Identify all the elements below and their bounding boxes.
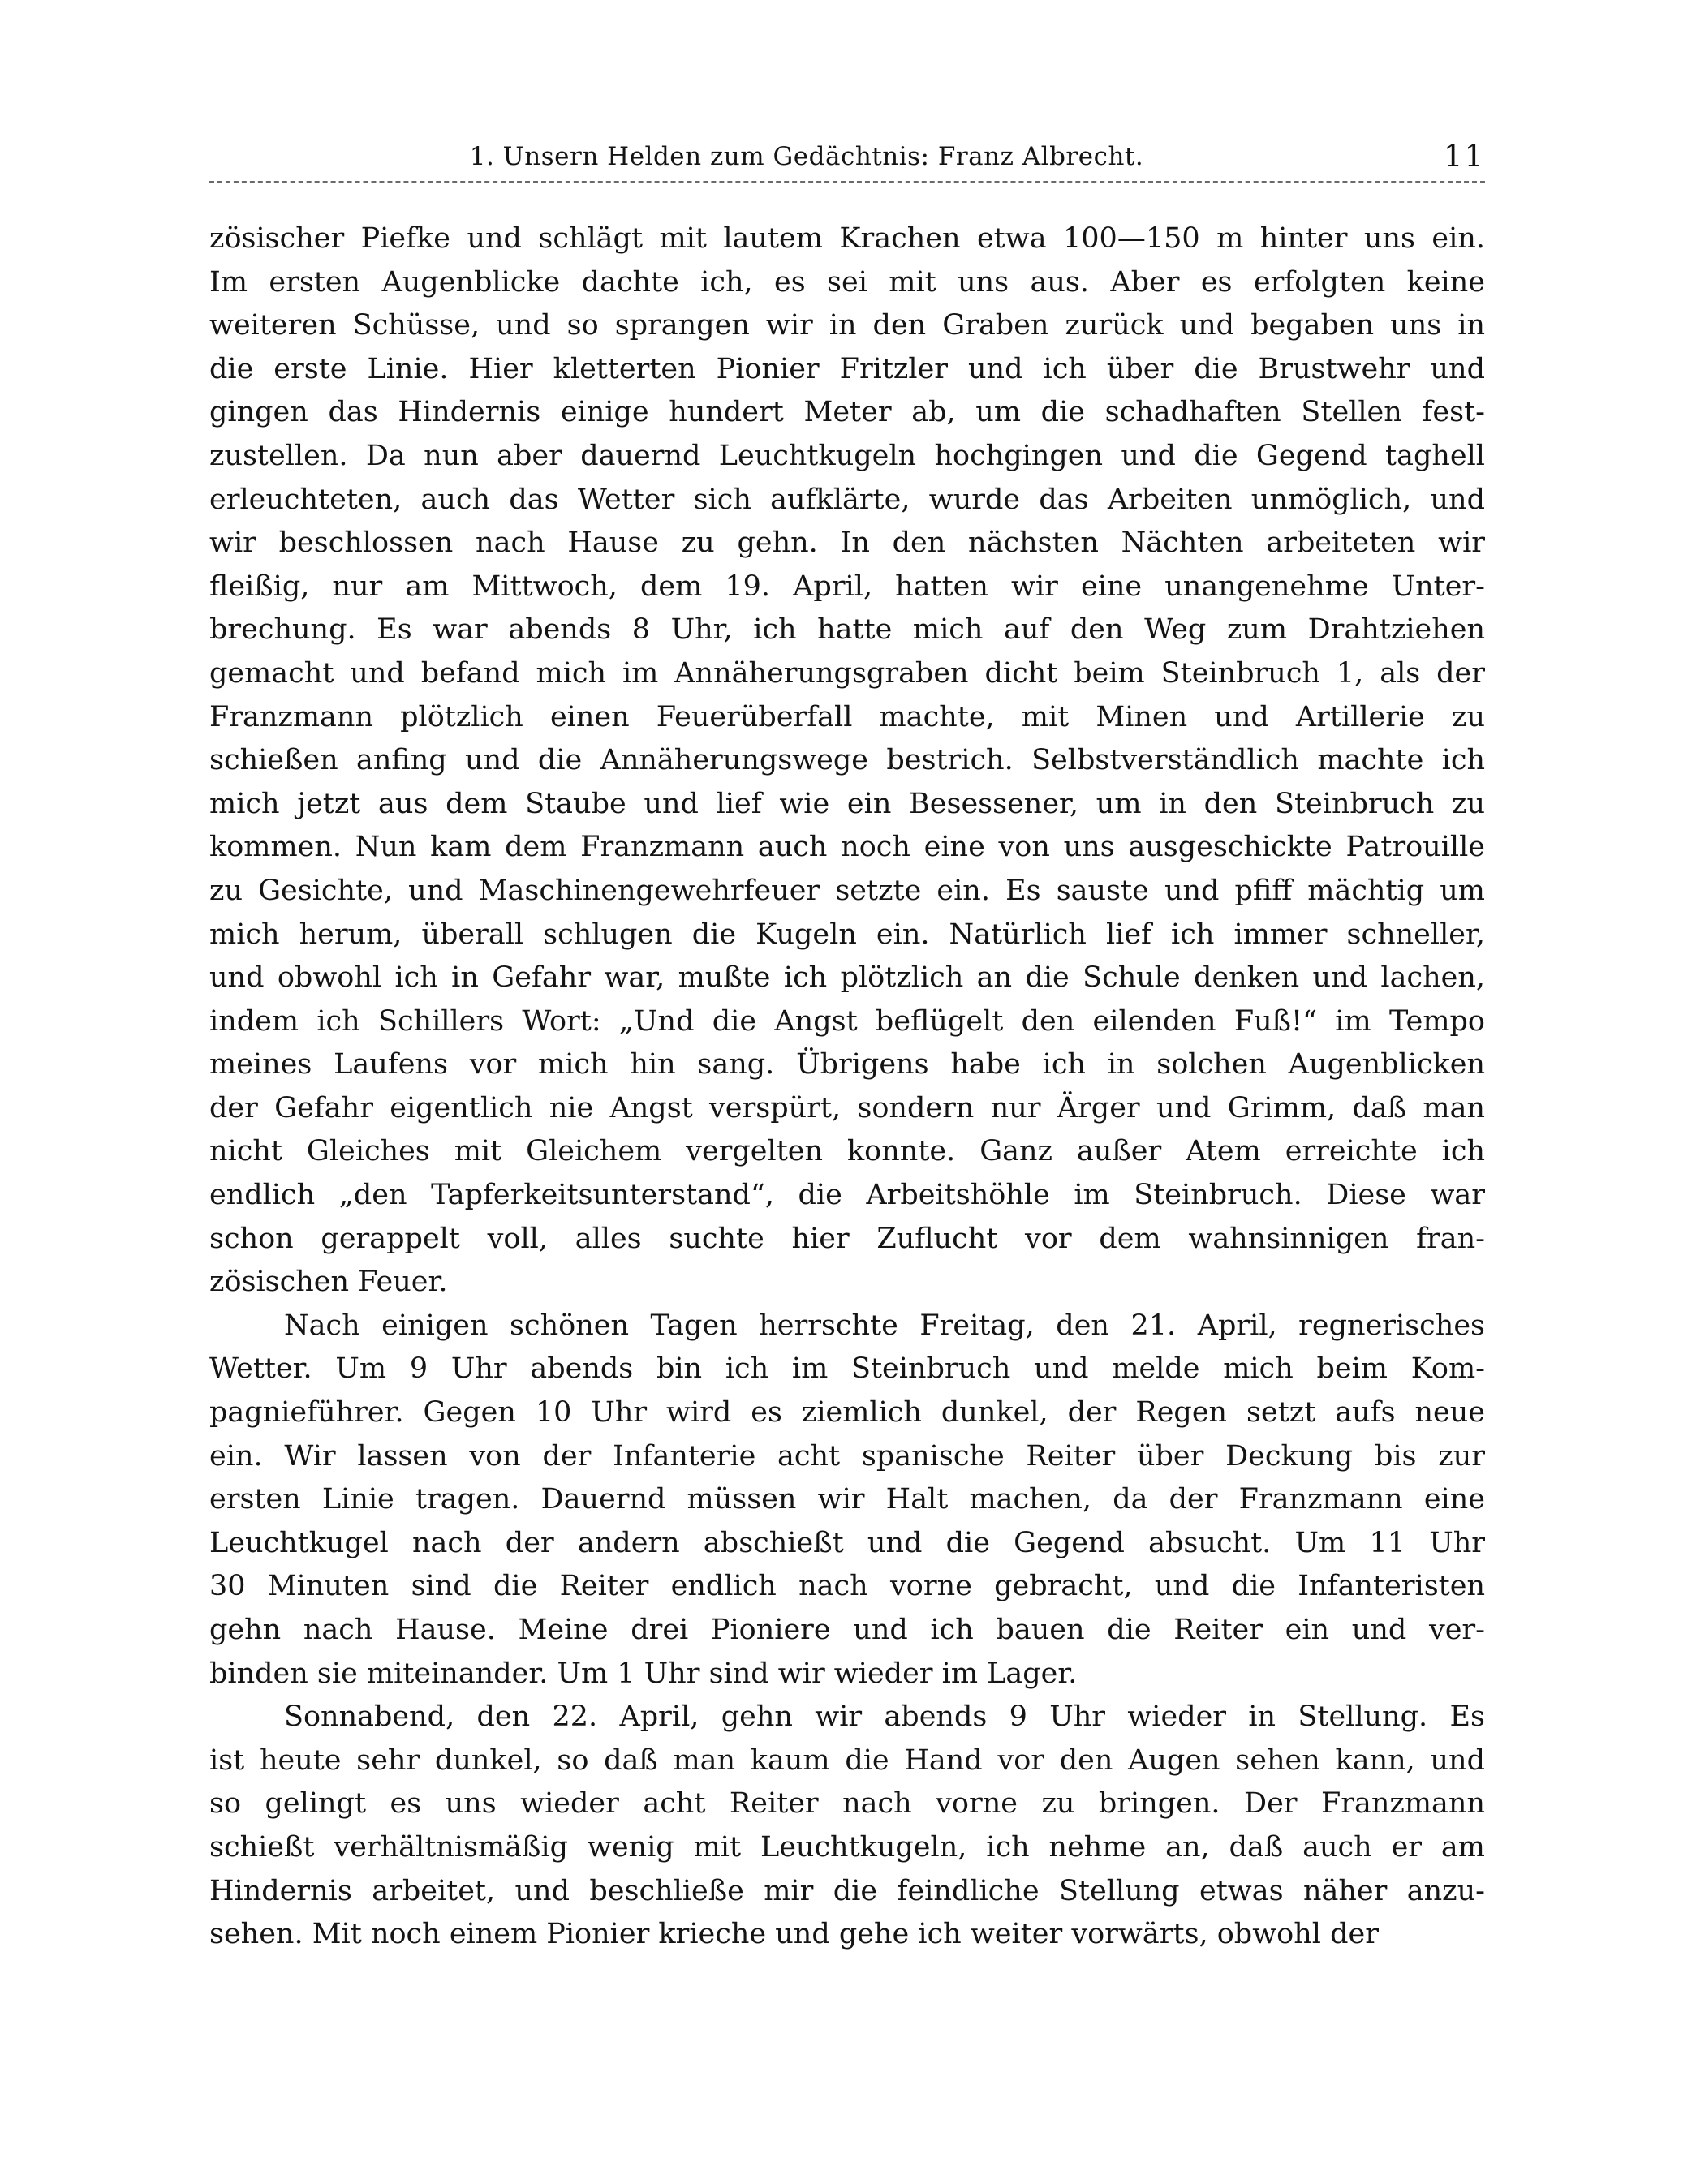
text-line: fleißig, nur am Mittwoch, dem 19. April, hatten wir eine unangenehme Unter- (209, 570, 1485, 603)
text-line: Leuchtkugel nach der andern abschießt und die Gegend absucht. Um 11 Uhr (209, 1526, 1485, 1559)
text-line: ersten Linie tragen. Dauernd müssen wir Halt machen, da der Franzmann eine (209, 1483, 1485, 1516)
text-line: nicht Gleiches mit Gleichem vergelten konnte. Ganz außer Atem erreichte ich (209, 1135, 1485, 1168)
text-line: kommen. Nun kam dem Franzmann auch noch eine von uns ausgeschickte Patrouille (209, 831, 1485, 864)
text-line: brechung. Es war abends 8 Uhr, ich hatte mich auf den Weg zum Drahtziehen (209, 613, 1485, 647)
text-line: schießen anfing und die Annäherungswege bestrich. Selbstverständlich machte ich (209, 744, 1485, 777)
text-line: Hindernis arbeitet, und beschließe mir die feindliche Stellung etwas näher anzu- (209, 1874, 1485, 1907)
text-line: sehen. Mit noch einem Pionier krieche und gehe ich weiter vorwärts, obwohl der (209, 1918, 1379, 1951)
text-line: mich herum, überall schlugen die Kugeln ein. Natürlich lief ich immer schneller, (209, 918, 1485, 951)
text-line: weiteren Schüsse, und so sprangen wir in den Graben zurück und begaben uns in (209, 309, 1485, 342)
text-line: indem ich Schillers Wort: „Und die Angst beflügelt den eilenden Fuß!“ im Tempo (209, 1004, 1485, 1038)
text-line: der Gefahr eigentlich nie Angst verspürt, sondern nur Ärger und Grimm, daß man (209, 1091, 1485, 1124)
paragraph (209, 217, 1485, 1305)
text-line: zösischer Piefke und schlägt mit lautem Krachen etwa 100—150 m hinter uns ein. (209, 222, 1485, 255)
text-line: so gelingt es uns wieder acht Reiter nach vorne zu bringen. Der Franzmann (209, 1787, 1485, 1821)
text-line: zösischen Feuer. (209, 1266, 448, 1299)
text-line: pagnieführer. Gegen 10 Uhr wird es ziemlich dunkel, der Regen setzt aufs neue (209, 1396, 1485, 1429)
text-line: meines Laufens vor mich hin sang. Übrigens habe ich in solchen Augenblicken (209, 1048, 1485, 1081)
text-line: gehn nach Hause. Meine drei Pioniere und ich bauen die Reiter ein und ver- (209, 1614, 1485, 1646)
text-line: ein. Wir lassen von der Infanterie acht spanische Reiter über Deckung bis zur (209, 1439, 1485, 1472)
text-line: erleuchteten, auch das Wetter sich aufklärte, wurde das Arbeiten unmöglich, und (209, 483, 1485, 516)
text-line: Sonnabend, den 22. April, gehn wir abends 9 Uhr wieder in Stellung. Es (284, 1700, 1485, 1734)
text-line: Im ersten Augenblicke dachte ich, es sei mit uns aus. Aber es erfolgten keine (209, 265, 1485, 299)
page-header (209, 136, 1485, 177)
text-line: binden sie miteinander. Um 1 Uhr sind wir wieder im Lager. (209, 1657, 1078, 1690)
text-line: die erste Linie. Hier kletterten Pionier Fritzler und ich über die Brustwehr und (209, 352, 1485, 385)
text-line: wir beschlossen nach Hause zu gehn. In den nächsten Nächten arbeiteten wir (209, 527, 1485, 560)
text-line: Nach einigen schönen Tagen herrschte Freitag, den 21. April, regnerisches (284, 1309, 1485, 1342)
running-head: 1. Unsern Helden zum Gedächtnis: Franz Albrecht. (469, 142, 1144, 171)
page-number: 11 (1443, 139, 1485, 174)
text-line: endlich „den Tapferkeitsunterstand“, die Arbeitshöhle im Steinbruch. Diese war (209, 1179, 1485, 1212)
text-line: gingen das Hindernis einige hundert Meter ab, um die schadhaften Stellen fest- (209, 396, 1485, 429)
text-line: mich jetzt aus dem Staube und lief wie ein Besessener, um in den Steinbruch zu (209, 787, 1485, 820)
text-line: zu Gesichte, und Maschinengewehrfeuer setzte ein. Es sauste und pfiff mächtig um (209, 874, 1485, 907)
paragraph (209, 1696, 1485, 1957)
text-line: Franzmann plötzlich einen Feuerüberfall machte, mit Minen und Artillerie zu (209, 700, 1485, 733)
text-line: gemacht und befand mich im Annäherungsgraben dicht beim Steinbruch 1, als der (209, 656, 1485, 690)
header-rule (209, 181, 1485, 183)
text-line: schießt verhältnismäßig wenig mit Leuchtkugeln, ich nehme an, daß auch er am (209, 1830, 1485, 1864)
text-line: und obwohl ich in Gefahr war, mußte ich plötzlich an die Schule denken und lachen, (209, 961, 1485, 995)
text-line: ist heute sehr dunkel, so daß man kaum die Hand vor den Augen sehen kann, und (209, 1743, 1485, 1777)
text-line: Wetter. Um 9 Uhr abends bin ich im Steinbruch und melde mich beim Kom- (209, 1352, 1485, 1386)
paragraph (209, 1305, 1485, 1696)
text-line: schon gerappelt voll, alles suchte hier Zuflucht vor dem wahnsinnigen fran- (209, 1222, 1485, 1255)
body-text (209, 217, 1485, 1957)
text-line: zustellen. Da nun aber dauernd Leuchtkugeln hochgingen und die Gegend taghell (209, 439, 1485, 472)
text-line: 30 Minuten sind die Reiter endlich nach vorne gebracht, und die Infanteristen (209, 1570, 1485, 1603)
